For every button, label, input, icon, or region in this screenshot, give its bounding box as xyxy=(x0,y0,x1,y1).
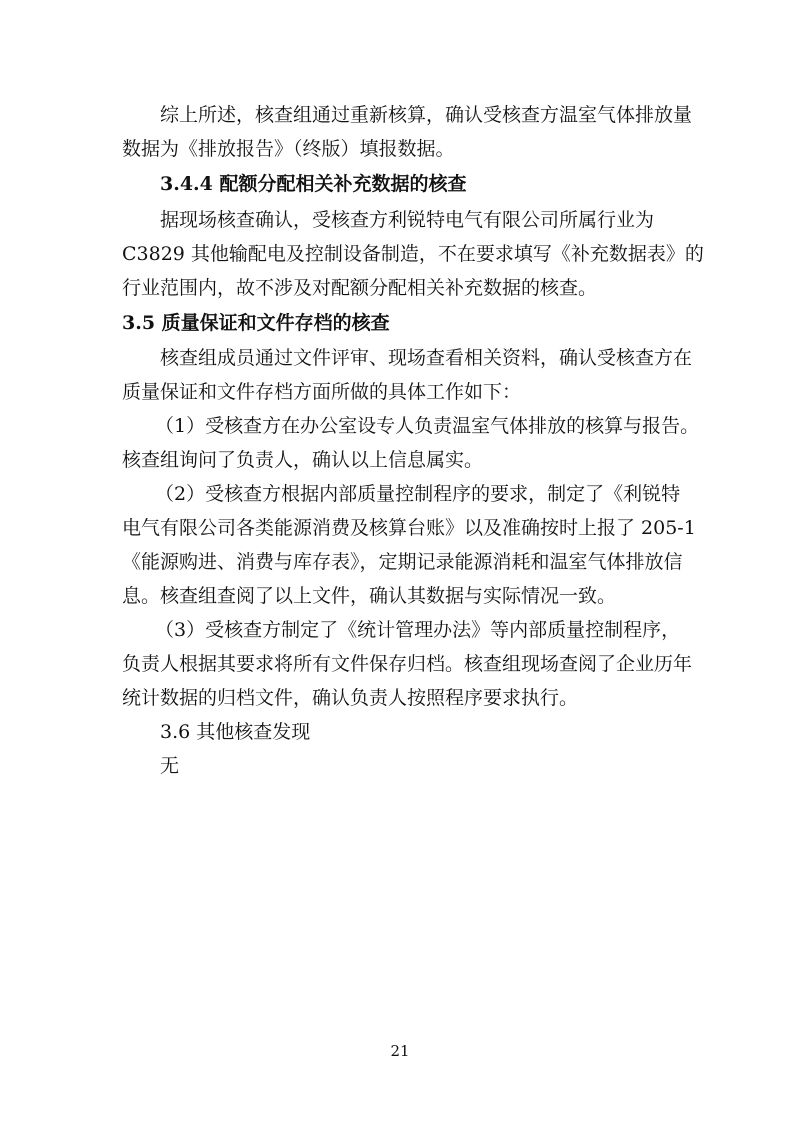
section-heading-3-6: 3.6 其他核查发现 xyxy=(160,721,311,743)
paragraph-line: 质量保证和文件存档方面所做的具体工作如下： xyxy=(122,381,522,403)
paragraph-line: 数据为《排放报告》（终版）填报数据。 xyxy=(122,138,455,160)
list-item-2-line: 电气有限公司各类能源消费及核算台账》以及准确按时上报了 205-1 xyxy=(122,517,696,539)
paragraph-line: 综上所述，核查组通过重新核算，确认受核查方温室气体排放量 xyxy=(160,104,693,126)
paragraph-line: 据现场核查确认，受核查方利锐特电气有限公司所属行业为 xyxy=(160,209,655,231)
section-heading-3-4-4: 3.4.4 配额分配相关补充数据的核查 xyxy=(160,173,467,195)
paragraph-line: C3829 其他输配电及控制设备制造，不在要求填写《补充数据表》的 xyxy=(122,243,704,265)
list-item-1-line: （1）受核查方在办公室设专人负责温室气体排放的核算与报告。 xyxy=(155,415,700,437)
page-number: 21 xyxy=(390,1042,410,1060)
list-item-3-line: 负责人根据其要求将所有文件保存归档。核查组现场查阅了企业历年 xyxy=(122,653,693,675)
list-item-2-line: （2）受核查方根据内部质量控制程序的要求，制定了《利锐特 xyxy=(155,483,681,505)
paragraph-line: 行业范围内，故不涉及对配额分配相关补充数据的核查。 xyxy=(122,277,598,299)
list-item-2-line: 《能源购进、消费与库存表》，定期记录能源消耗和温室气体排放信 xyxy=(122,551,683,573)
paragraph-line: 无 xyxy=(160,755,180,777)
list-item-2-line: 息。核查组查阅了以上文件，确认其数据与实际情况一致。 xyxy=(122,585,617,607)
list-item-3-line: 统计数据的归档文件，确认负责人按照程序要求执行。 xyxy=(122,687,579,709)
list-item-1-line: 核查组询问了负责人，确认以上信息属实。 xyxy=(122,449,484,471)
paragraph-line: 核查组成员通过文件评审、现场查看相关资料，确认受核查方在 xyxy=(160,347,693,369)
section-heading-3-5: 3.5 质量保证和文件存档的核查 xyxy=(122,312,390,334)
list-item-3-line: （3）受核查方制定了《统计管理办法》等内部质量控制程序， xyxy=(155,619,681,641)
